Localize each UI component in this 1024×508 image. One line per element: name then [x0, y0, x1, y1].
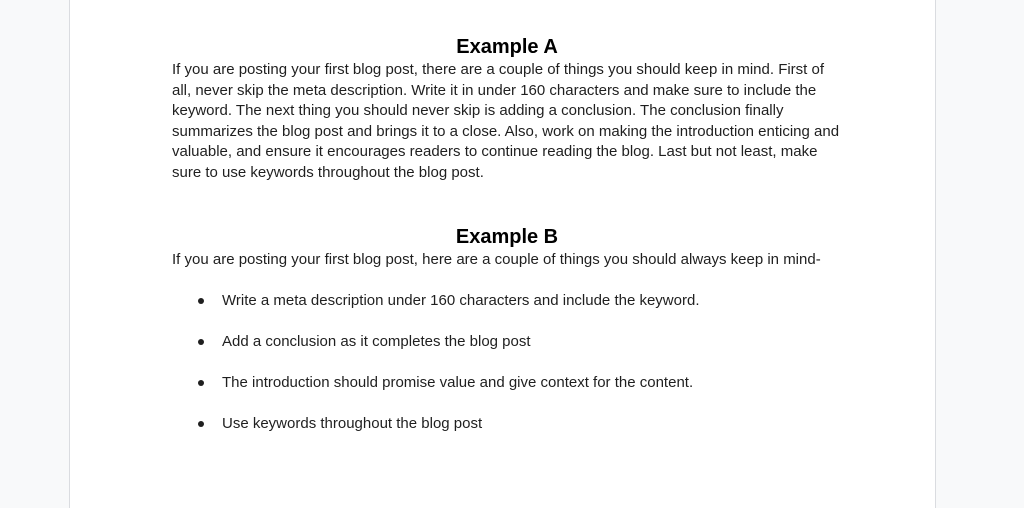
bullet-dot-icon [198, 421, 204, 427]
example-a-heading: Example A [456, 36, 558, 58]
bullet-text: Write a meta description under 160 characters and include the keyword. [222, 291, 700, 309]
document-content [172, 34, 842, 455]
bullet-text: Use keywords throughout the blog post [222, 414, 483, 432]
example-b-intro: If you are posting your first blog post, here are a couple of things you should always keep in mind- [172, 251, 821, 268]
bullet-item [172, 291, 842, 312]
bullet-dot-icon [198, 380, 204, 386]
bullet-dot-icon [198, 298, 204, 304]
example-b-bullet-list [172, 291, 842, 435]
bullet-item [172, 332, 842, 353]
document-page [69, 0, 936, 508]
bullet-text: The introduction should promise value and give context for the content. [222, 373, 694, 391]
bullet-item [172, 414, 842, 435]
example-a-paragraph: If you are posting your first blog post, there are a couple of things you should keep in mind. First of all, never skip the meta description. Write it in under 160 characters and make sure to include the keyword. The next thing you should never skip is adding a conclusion. The conclusion finally summarizes the blog post and brings it to a close. Also, work on making the introduction enticing and valuable, and ensure it encourages readers to continue reading the blog. Last but not least, make sure to use keywords throughout the blog post. [172, 61, 840, 181]
bullet-item [172, 373, 842, 394]
example-b-heading: Example B [455, 226, 559, 248]
bullet-text: Add a conclusion as it completes the blog post [222, 332, 531, 350]
bullet-dot-icon [198, 339, 204, 345]
